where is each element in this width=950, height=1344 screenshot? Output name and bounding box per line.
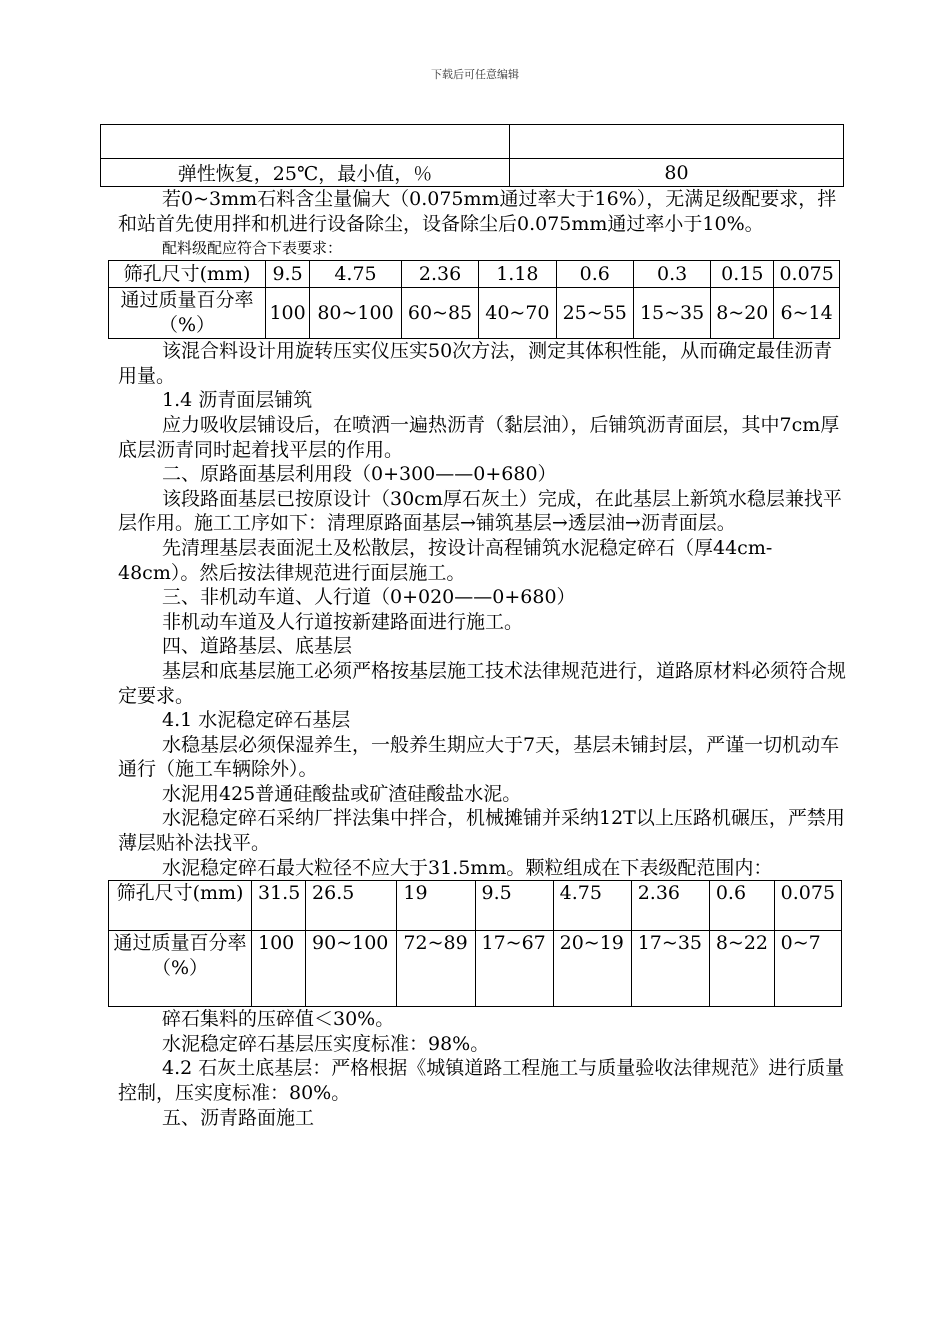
section-heading: 4.1 水泥稳定碎石基层 xyxy=(162,709,351,732)
paragraph: 水泥稳定碎石基层压实度标准：98%。 xyxy=(162,1032,490,1055)
paragraph: 水泥稳定碎石最大粒径不应大于31.5mm。颗粒组成在下表级配范围内： xyxy=(162,856,773,879)
table-cell: 0.075 xyxy=(774,261,840,288)
table-cell: 72~89 xyxy=(397,931,475,1007)
table-cell: 0.075 xyxy=(774,881,841,931)
section-heading: 二、原路面基层利用段（0+300——0+680） xyxy=(162,463,557,486)
table-cell: 0.3 xyxy=(633,261,710,288)
paragraph: 该段路面基层已按原设计（30cm厚石灰土）完成，在此基层上新筑水稳层兼找平层作用。施工工序如下：清理原路面基层→铺筑基层→透层油→沥青面层。 xyxy=(118,487,842,535)
table-cell: 15~35 xyxy=(633,288,710,339)
table-cell: 100 xyxy=(266,288,310,339)
table-cell: 6~14 xyxy=(774,288,840,339)
table-cell xyxy=(101,125,510,159)
table-cell: 60~85 xyxy=(401,288,478,339)
document-body xyxy=(113,124,847,1130)
paragraph: 先清理基层表面泥土及松散层，按设计高程铺筑水泥稳定碎石（厚44cm-48cm）。然后按法律规范进行面层施工。 xyxy=(118,536,773,584)
paragraph: 非机动车道及人行道按新建路面进行施工。 xyxy=(162,610,524,633)
table-cell: 80~100 xyxy=(310,288,402,339)
table-cell: 90~100 xyxy=(306,931,397,1007)
table-cell: 筛孔尺寸(mm) xyxy=(109,881,252,931)
table-cell: 19 xyxy=(397,881,475,931)
table-cell: 4.75 xyxy=(553,881,631,931)
gradation-table-1 xyxy=(108,260,840,339)
table-cell: 弹性恢复，25℃，最小值，％ xyxy=(101,159,510,187)
paragraph: 水稳基层必须保湿养生，一般养生期应大于7天，基层未铺封层，严谨一切机动车通行（施工车辆除外）。 xyxy=(118,733,840,781)
table-cell: 通过质量百分率（%） xyxy=(109,931,252,1007)
section-heading: 1.4 沥青面层铺筑 xyxy=(162,389,313,412)
table-cell: 0.6 xyxy=(556,261,633,288)
table-cell: 9.5 xyxy=(475,881,553,931)
table-cell: 31.5 xyxy=(252,881,306,931)
paragraph: 应力吸收层铺设后，在喷洒一遍热沥青（黏层油），后铺筑沥青面层，其中7cm厚底层沥青同时起着找平层的作用。 xyxy=(118,413,840,461)
table-cell: 8~22 xyxy=(709,931,774,1007)
table-cell: 100 xyxy=(252,931,306,1007)
table-cell: 0.15 xyxy=(711,261,774,288)
gradation-table-2 xyxy=(108,880,842,1007)
table-cell: 2.36 xyxy=(401,261,478,288)
paragraph: 水泥稳定碎石采纳厂拌法集中拌合，机械摊铺并采纳12T以上压路机碾压，严禁用薄层贴补法找平。 xyxy=(118,807,845,855)
table-cell: 2.36 xyxy=(631,881,709,931)
table-cell: 0~7 xyxy=(774,931,841,1007)
table-cell: 20~19 xyxy=(553,931,631,1007)
section-heading: 五、沥青路面施工 xyxy=(162,1106,315,1129)
paragraph: 碎石集料的压碎值＜30%。 xyxy=(162,1008,395,1031)
paragraph: 基层和底基层施工必须严格按基层施工技术法律规范进行，道路原材料必须符合规定要求。 xyxy=(118,659,847,707)
table-cell: 筛孔尺寸(mm) xyxy=(109,261,266,288)
table-cell: 9.5 xyxy=(266,261,310,288)
page-header: 下载后可任意编辑 xyxy=(431,68,519,81)
table-cell: 40~70 xyxy=(479,288,556,339)
paragraph: 水泥用425普通硅酸盐或矿渣硅酸盐水泥。 xyxy=(162,782,522,805)
table-cell xyxy=(510,125,844,159)
table-note: 配料级配应符合下表要求： xyxy=(162,239,343,258)
section-heading: 三、非机动车道、人行道（0+020——0+680） xyxy=(162,586,576,609)
section-heading: 四、道路基层、底基层 xyxy=(162,635,353,658)
table-cell: 25~55 xyxy=(556,288,633,339)
paragraph: 若0~3mm石料含尘量偏大（0.075mm通过率大于16%），无满足级配要求，拌和站首先使用拌和机进行设备除尘，设备除尘后0.075mm通过率小于10%。 xyxy=(118,188,837,235)
table-cell: 通过质量百分率（%） xyxy=(109,288,266,339)
table-cell: 8~20 xyxy=(711,288,774,339)
paragraph: 该混合料设计用旋转压实仪压实50次方法，测定其体积性能，从而确定最佳沥青用量。 xyxy=(118,340,833,387)
paragraph: 4.2 石灰土底基层：严格根据《城镇道路工程施工与质量验收法律规范》进行质量控制，压实度标准：80%。 xyxy=(118,1057,845,1105)
table-cell: 4.75 xyxy=(310,261,402,288)
table-cell: 26.5 xyxy=(306,881,397,931)
table-cell: 1.18 xyxy=(479,261,556,288)
table-cell: 17~35 xyxy=(631,931,709,1007)
elastic-recovery-table xyxy=(100,124,844,187)
table-cell: 80 xyxy=(510,159,844,187)
table-cell: 17~67 xyxy=(475,931,553,1007)
table-cell: 0.6 xyxy=(709,881,774,931)
